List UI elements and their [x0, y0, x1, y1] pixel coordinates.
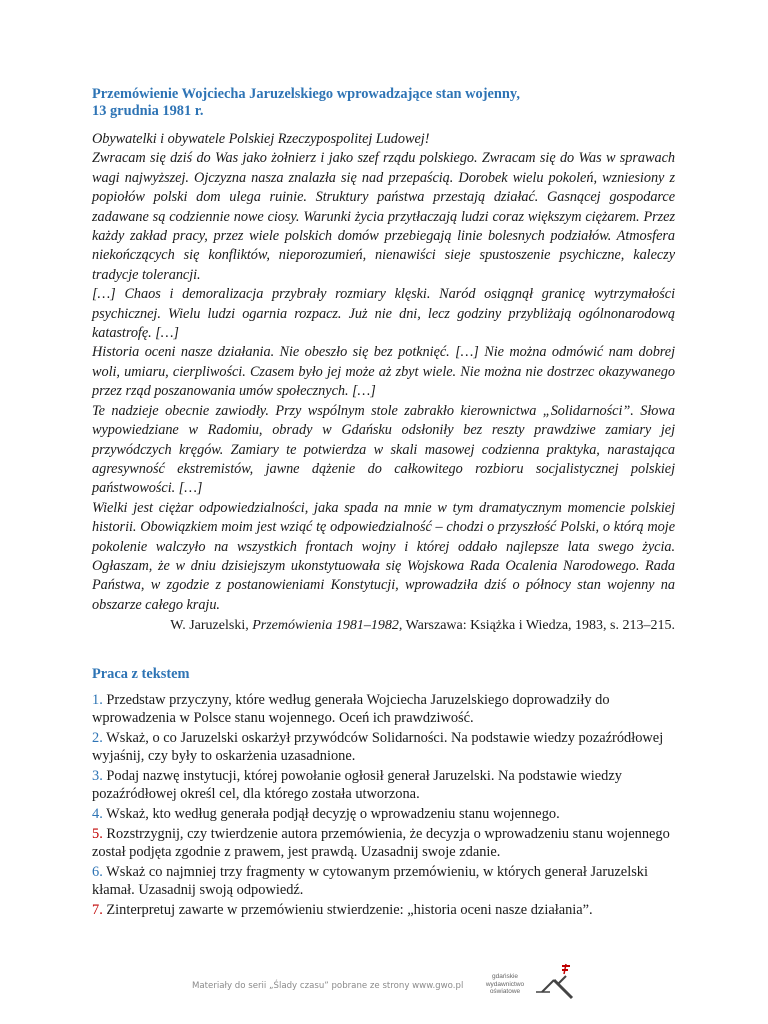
task-item: 5. Rozstrzygnij, czy twierdzenie autora przemówienia, że decyzja o wprowadzeniu stanu wojennego został podjęta zgodnie z prawem, jest prawdą. Uzasadnij swoje zdanie.	[92, 826, 670, 861]
tasks-section-title: Praca z tekstem	[92, 666, 190, 683]
task-number: 6.	[92, 864, 103, 881]
task-item: 2. Wskaż, o co Jaruzelski oskarżył przywódców Solidarności. Na podstawie wiedzy pozaźródłowej wyjaśnij, czy były to oskarżenia uzasadnione.	[92, 730, 664, 765]
task-item: 1. Przedstaw przyczyny, które według generała Wojciecha Jaruzelskiego doprowadziły do wprowadzenia w Polsce stanu wojennego. Oceń ich prawdziwość.	[92, 692, 610, 727]
publisher-name: gdańskie wydawnictwo oświatowe	[485, 973, 525, 995]
speech-text	[92, 130, 675, 615]
tasks-list	[92, 691, 675, 919]
task-number: 7.	[92, 902, 103, 919]
speech-paragraph: […] Chaos i demoralizacja przybrały rozmiary klęski. Naród osiągnął granicę wytrzymałości psychicznej. Wielu ludzi ogarnia rozpacz. Już nie dni, lecz godziny przybliżają ogólnonarodową katastrofę. […]	[92, 286, 675, 342]
task-item: 3. Podaj nazwę instytucji, której powołanie ogłosił generał Jaruzelski. Na podstawie wiedzy pozaźródłowej określ cel, dla którego została utworzona.	[92, 768, 622, 803]
task-item: 7. Zinterpretuj zawarte w przemówieniu stwierdzenie: „historia oceni nasze działania”.	[92, 902, 593, 919]
source-citation: W. Jaruzelski, Przemówienia 1981–1982, Warszawa: Książka i Wiedza, 1983, s. 213–215.	[170, 618, 675, 634]
gwo-logo-icon	[532, 962, 578, 1002]
speech-paragraph: Te nadzieje obecnie zawiodły. Przy wspólnym stole zabrakło kierownictwa „Solidarności”. Słowa wypowiedziane w Radomiu, obrady w Gdańsku odsłoniły bez reszty prawdziwe zamiary jej przywódczych kręgów. Zamiary te potwierdza w skali masowej codzienna praktyka, narastająca agresywność ekstremistów, jawne dążenie do całkowitego rozbioru socjalistycznej polskiej państwowości. […]	[92, 402, 675, 497]
document-page	[92, 86, 675, 921]
task-item: 4. Wskaż, kto według generała podjął decyzję o wprowadzeniu stanu wojennego.	[92, 806, 560, 823]
footer-source-text: Materiały do serii „Ślady czasu” pobrane ze strony www.gwo.pl	[192, 981, 464, 991]
speech-paragraph: Obywatelki i obywatele Polskiej Rzeczypospolitej Ludowej!	[92, 131, 430, 147]
task-number: 1.	[92, 692, 103, 709]
task-item: 6. Wskaż co najmniej trzy fragmenty w cytowanym przemówieniu, w których generał Jaruzelski kłamał. Uzasadnij swoją odpowiedź.	[92, 864, 648, 899]
page-footer	[0, 970, 768, 1010]
task-number: 2.	[92, 730, 103, 747]
speech-paragraph: Historia oceni nasze działania. Nie obeszło się bez potknięć. […] Nie można odmówić nam dobrej woli, umiaru, cierpliwości. Czasem było jej może aż zbyt wiele. Nie można nie dostrzec okazywanego przez rząd poszanowania umów społecznych. […]	[92, 344, 675, 400]
document-title: Przemówienie Wojciecha Jaruzelskiego wprowadzające stan wojenny, 13 grudnia 1981 r.	[92, 86, 520, 119]
task-number: 3.	[92, 768, 103, 785]
task-number: 5.	[92, 826, 103, 843]
speech-paragraph: Zwracam się dziś do Was jako żołnierz i jako szef rządu polskiego. Zwracam się do Was w sprawach wagi najwyższej. Ojczyzna nasza znalazła się nad przepaścią. Dorobek wielu pokoleń, wzniesiony z popiołów polski dom ulega ruinie. Struktury państwa przestają działać. Gasnącej gospodarce zadawane są codziennie nowe ciosy. Warunki życia przytłaczają ludzi coraz większym ciężarem. Przez każdy zakład pracy, przez wiele polskich domów przebiegają linie bolesnych podziałów. Atmosfera niekończących się konfliktów, nieporozumień, nienawiści sieje spustoszenie psychiczne, kaleczy tradycje tolerancji.	[92, 150, 675, 283]
speech-paragraph: Wielki jest ciężar odpowiedzialności, jaka spada na mnie w tym dramatycznym momencie polskiej historii. Obowiązkiem moim jest wziąć tę odpowiedzialność – chodzi o przyszłość Polski, o którą moje pokolenie walczyło na wszystkich frontach wojny i której oddało najlepsze lata swego życia. Ogłaszam, że w dniu dzisiejszym ukonstytuowała się Wojskowa Rada Ocalenia Narodowego. Rada Państwa, w zgodzie z postanowieniami Konstytucji, wprowadziła dziś o północy stan wojenny na obszarze całego kraju.	[92, 499, 675, 613]
task-number: 4.	[92, 806, 103, 823]
